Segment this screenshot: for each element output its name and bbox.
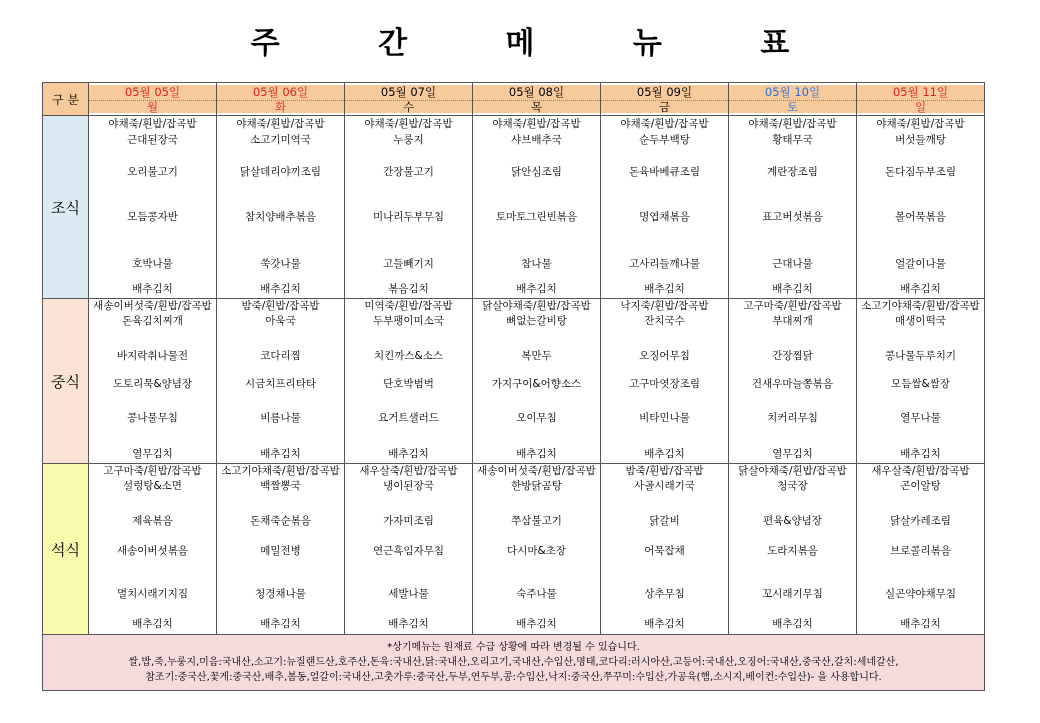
menu-item: 배추김치: [132, 283, 173, 295]
menu-item: 명엽채볶음: [639, 211, 690, 223]
menu-item: 근대나물: [772, 258, 813, 270]
menu-item: 오이무침: [516, 412, 557, 424]
menu-cell: [857, 299, 985, 464]
menu-item-porridge: 야채죽/흰밥/잡곡밥: [492, 118, 581, 130]
menu-item: 치킨까스&소스: [373, 350, 444, 362]
menu-item: 비타민나물: [639, 412, 690, 424]
menu-item: 열무나물: [900, 412, 941, 424]
menu-item: 근대된장국: [127, 134, 178, 146]
menu-item: 참나물: [521, 258, 552, 270]
menu-item: 오리불고기: [127, 166, 178, 178]
day-date: 05월 07일: [345, 85, 472, 100]
menu-item: 연근흑임자무침: [372, 545, 444, 557]
day-header: [601, 83, 729, 116]
day-date: 05월 05일: [89, 85, 216, 100]
day-header: [729, 83, 857, 116]
menu-item: 치커리무침: [767, 412, 818, 424]
menu-cell: [473, 116, 601, 299]
menu-item: 볼어묵볶음: [895, 211, 946, 223]
meal-row-lunch: [43, 299, 985, 464]
menu-item-porridge: 새우살죽/흰밥/잡곡밥: [359, 465, 458, 477]
notes-row: [43, 635, 985, 691]
menu-item: 요거트샐러드: [378, 412, 439, 424]
menu-item: 모듬콩자반: [127, 211, 178, 223]
menu-item: 숙주나물: [516, 588, 557, 600]
menu-item: 새송이버섯볶음: [116, 545, 188, 557]
menu-item: 가지구이&어향소스: [491, 378, 582, 390]
day-date: 05월 08일: [473, 85, 600, 100]
menu-item: 배추김치: [644, 448, 685, 460]
menu-item: 콩나물두루치기: [884, 350, 956, 362]
menu-item: 배추김치: [772, 618, 813, 630]
menu-cell: [345, 116, 473, 299]
menu-cell: [217, 299, 345, 464]
day-weekday: 수: [345, 100, 472, 113]
menu-item: 비름나물: [260, 412, 301, 424]
menu-item: 배추김치: [900, 448, 941, 460]
menu-item: 토마토그린빈볶음: [495, 211, 578, 223]
day-header: [89, 83, 217, 116]
menu-item: 돈육바베큐조림: [628, 166, 700, 178]
menu-item: 어묵잡채: [644, 545, 685, 557]
menu-cell: [473, 464, 601, 635]
menu-item: 쑥갓나물: [260, 258, 301, 270]
menu-item: 배추김치: [900, 618, 941, 630]
menu-item: 닭살카레조림: [890, 515, 951, 527]
menu-item: 메밀전병: [260, 545, 301, 557]
menu-item: 모듬쌈&쌈장: [891, 378, 950, 390]
menu-item: 배추김치: [260, 448, 301, 460]
menu-item: 실곤약야채무침: [884, 588, 956, 600]
menu-item: 시금치프리타타: [244, 378, 316, 390]
menu-item: 백짬뽕국: [260, 480, 301, 492]
menu-item: 열무김치: [772, 448, 813, 460]
menu-item: 콩나물무침: [127, 412, 178, 424]
menu-item: 편육&양념장: [763, 515, 822, 527]
menu-cell: [601, 464, 729, 635]
menu-item-porridge: 야채죽/흰밥/잡곡밥: [364, 118, 453, 130]
menu-item: 복만두: [521, 350, 552, 362]
menu-cell: [729, 116, 857, 299]
menu-item: 황태무국: [772, 134, 813, 146]
menu-item: 샤브배추국: [511, 134, 562, 146]
menu-item: 청국장: [777, 480, 808, 492]
day-header: [217, 83, 345, 116]
menu-item-porridge: 소고기야채죽/흰밥/잡곡밥: [861, 300, 980, 312]
menu-item-porridge: 야채죽/흰밥/잡곡밥: [876, 118, 965, 130]
menu-item: 얼갈이나물: [895, 258, 946, 270]
menu-cell: [729, 299, 857, 464]
menu-item: 단호박범벅: [383, 378, 434, 390]
menu-item: 소고기미역국: [250, 134, 311, 146]
page-title: 주 간 메 뉴 표: [250, 26, 834, 61]
menu-item: 버섯들깨탕: [895, 134, 946, 146]
menu-item: 배추김치: [388, 618, 429, 630]
menu-item: 두부팽이미소국: [372, 315, 444, 327]
menu-item: 바지락취나물전: [116, 350, 188, 362]
day-weekday: 일: [857, 100, 984, 113]
day-date: 05월 09일: [601, 85, 728, 100]
menu-cell: [89, 299, 217, 464]
menu-item: 호박나물: [132, 258, 173, 270]
menu-item: 미나리두부무침: [372, 211, 444, 223]
menu-item: 닭안심조림: [511, 166, 562, 178]
menu-item-porridge: 새우살죽/흰밥/잡곡밥: [871, 465, 970, 477]
menu-item: 고사리들깨나물: [628, 258, 700, 270]
day-header: [857, 83, 985, 116]
menu-item-porridge: 새송이버섯죽/흰밥/잡곡밥: [477, 465, 596, 477]
menu-item: 상추무침: [644, 588, 685, 600]
day-date: 05월 10일: [729, 85, 856, 100]
menu-item-porridge: 낙지죽/흰밥/잡곡밥: [620, 300, 709, 312]
notes-line: 참조기:중국산,꽃게:중국산,배추,봄동,얼갈이:국내산,고춧가루:중국산,두부,연두부,콩:수입산,낙지:중국산,쭈꾸미:수입산,가공육(햄,소시지,베이컨:수입산)- 을 사용합니다.: [145, 672, 882, 683]
menu-item-porridge: 밤죽/흰밥/잡곡밥: [625, 465, 704, 477]
menu-item: 참치양배추볶음: [244, 211, 316, 223]
day-weekday: 목: [473, 100, 600, 113]
menu-item: 배추김치: [388, 448, 429, 460]
menu-item: 아욱국: [265, 315, 296, 327]
menu-item: 오징어무침: [639, 350, 690, 362]
menu-item-porridge: 야채죽/흰밥/잡곡밥: [108, 118, 197, 130]
menu-item: 설렁탕&소면: [123, 480, 182, 492]
menu-cell: [857, 116, 985, 299]
menu-item: 뼈없는갈비탕: [506, 315, 567, 327]
menu-item: 도라지볶음: [767, 545, 818, 557]
menu-item: 청경채나물: [255, 588, 306, 600]
menu-cell: [217, 464, 345, 635]
meal-label: 중식: [43, 299, 89, 464]
menu-item-porridge: 야채죽/흰밥/잡곡밥: [620, 118, 709, 130]
menu-item-porridge: 새송이버섯죽/흰밥/잡곡밥: [93, 300, 212, 312]
menu-item: 닭살데리야끼조림: [239, 166, 322, 178]
menu-item: 배추김치: [772, 283, 813, 295]
menu-item-porridge: 닭살야채죽/흰밥/잡곡밥: [738, 465, 847, 477]
menu-item: 멸치시래기지짐: [116, 588, 188, 600]
day-weekday: 화: [217, 100, 344, 113]
notes-line: 쌀,밥,죽,누룽지,미음:국내산,소고기:뉴질랜드산,호주산,돈육:국내산,닭:국내산,오리고기,국내산,수입산,명태,코다리:러시아산,고등어:국내산,오징어:국내산,중국산,갈치:세네갈산,: [128, 657, 899, 668]
menu-item: 꼬시래기무침: [762, 588, 823, 600]
menu-item: 브로콜리볶음: [890, 545, 951, 557]
menu-item-porridge: 야채죽/흰밥/잡곡밥: [236, 118, 325, 130]
day-weekday: 금: [601, 100, 728, 113]
menu-cell: [857, 464, 985, 635]
menu-item: 잔치국수: [644, 315, 685, 327]
meal-label: 석식: [43, 464, 89, 635]
menu-item-porridge: 고구마죽/흰밥/잡곡밥: [743, 300, 842, 312]
menu-cell: [345, 464, 473, 635]
day-weekday: 토: [729, 100, 856, 113]
menu-item-porridge: 밤죽/흰밥/잡곡밥: [241, 300, 320, 312]
menu-item: 세발나물: [388, 588, 429, 600]
day-date: 05월 06일: [217, 85, 344, 100]
menu-item: 부대찌개: [772, 315, 813, 327]
menu-item: 배추김치: [516, 448, 557, 460]
menu-item: 매생이떡국: [895, 315, 946, 327]
menu-cell: [89, 116, 217, 299]
menu-item: 가자미조림: [383, 515, 434, 527]
menu-item: 배추김치: [516, 618, 557, 630]
menu-item: 건새우마늘쫑볶음: [751, 378, 834, 390]
menu-item: 고들빼기지: [383, 258, 434, 270]
menu-item: 닭갈비: [649, 515, 680, 527]
origin-notes: [43, 635, 985, 691]
menu-item: 코다리찜: [260, 350, 301, 362]
menu-item-porridge: 소고기야채죽/흰밥/잡곡밥: [221, 465, 340, 477]
menu-cell: [601, 116, 729, 299]
header-row: [43, 83, 985, 116]
menu-cell: [217, 116, 345, 299]
menu-item: 제육볶음: [132, 515, 173, 527]
menu-item: 계란장조림: [767, 166, 818, 178]
weekly-menu-table: [42, 82, 985, 691]
menu-cell: [729, 464, 857, 635]
day-weekday: 월: [89, 100, 216, 113]
menu-item: 배추김치: [900, 283, 941, 295]
meal-row-dinner: [43, 464, 985, 635]
menu-item: 배추김치: [260, 283, 301, 295]
menu-item: 배추김치: [132, 618, 173, 630]
menu-item: 간장불고기: [383, 166, 434, 178]
menu-item: 고구마엿장조림: [628, 378, 700, 390]
menu-item: 도토리묵&양념장: [112, 378, 193, 390]
menu-item-porridge: 야채죽/흰밥/잡곡밥: [748, 118, 837, 130]
menu-item: 돈다짐두부조림: [884, 166, 956, 178]
menu-item: 한방닭곰탕: [511, 480, 562, 492]
menu-cell: [601, 299, 729, 464]
menu-item-porridge: 미역죽/흰밥/잡곡밥: [364, 300, 453, 312]
menu-cell: [345, 299, 473, 464]
menu-item-porridge: 닭살야채죽/흰밥/잡곡밥: [482, 300, 591, 312]
day-header: [345, 83, 473, 116]
menu-item: 냉이된장국: [383, 480, 434, 492]
menu-item: 배추김치: [516, 283, 557, 295]
header-label: 구 분: [43, 83, 89, 116]
day-header: [473, 83, 601, 116]
menu-item: 열무김치: [132, 448, 173, 460]
notes-line: *상기메뉴는 원재료 수급 상황에 따라 변경될 수 있습니다.: [387, 642, 640, 653]
menu-cell: [473, 299, 601, 464]
menu-item: 볶음김치: [388, 283, 429, 295]
menu-item: 배추김치: [644, 283, 685, 295]
menu-cell: [89, 464, 217, 635]
day-date: 05월 11일: [857, 85, 984, 100]
menu-item: 돈육김치찌개: [122, 315, 183, 327]
meal-label: 조식: [43, 116, 89, 299]
menu-item: 표고버섯볶음: [762, 211, 823, 223]
menu-item: 배추김치: [260, 618, 301, 630]
menu-item: 누룽지: [393, 134, 424, 146]
menu-item: 사골시래기국: [634, 480, 695, 492]
menu-item: 다시마&초장: [507, 545, 566, 557]
menu-item: 순두부백탕: [639, 134, 690, 146]
menu-item: 돈채죽순볶음: [250, 515, 311, 527]
meal-row-breakfast: [43, 116, 985, 299]
menu-item-porridge: 고구마죽/흰밥/잡곡밥: [103, 465, 202, 477]
menu-item: 간장찜닭: [772, 350, 813, 362]
menu-item: 곤이알탕: [900, 480, 941, 492]
menu-item: 배추김치: [644, 618, 685, 630]
menu-item: 쭈삼불고기: [511, 515, 562, 527]
